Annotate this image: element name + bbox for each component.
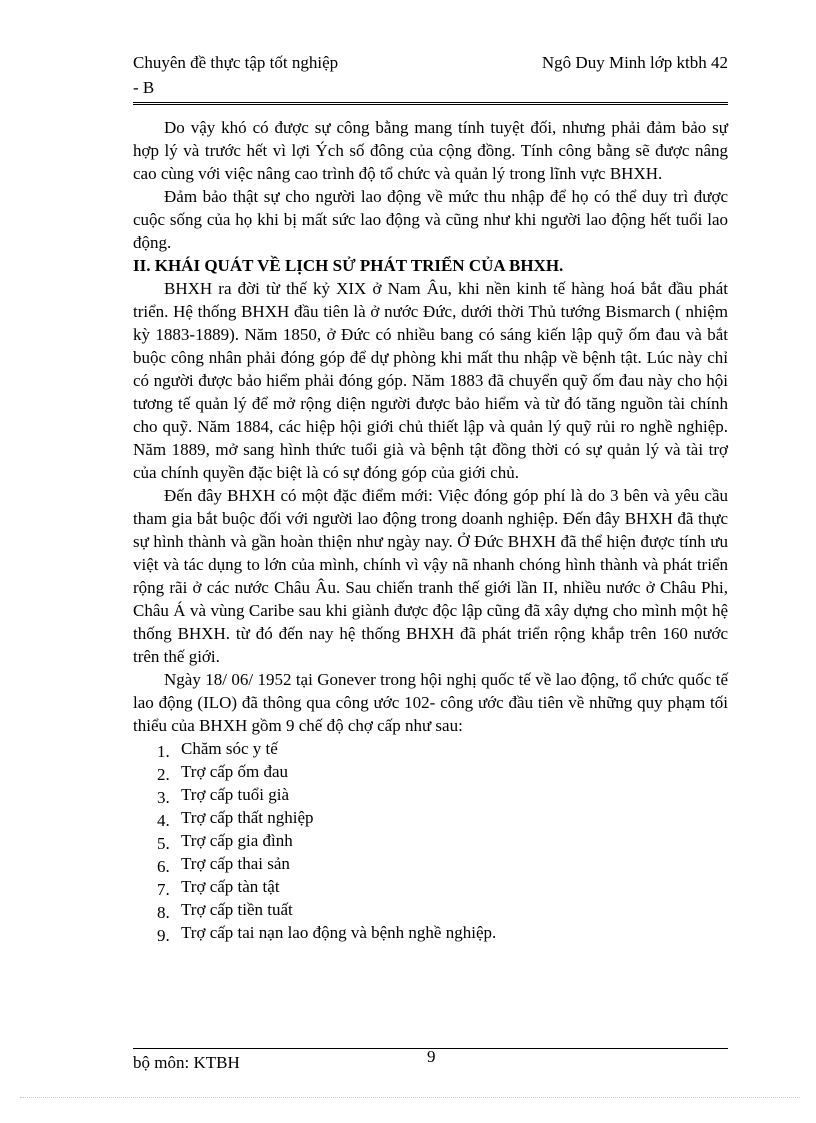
list-number: 9. xyxy=(157,926,170,945)
list-number: 1. xyxy=(157,742,170,761)
list-item xyxy=(133,852,728,875)
list-item xyxy=(133,829,728,852)
list-text: Chăm sóc y tế xyxy=(181,739,278,758)
list-text: Trợ cấp gia đình xyxy=(181,831,293,850)
benefits-list xyxy=(133,737,728,944)
list-number: 8. xyxy=(157,903,170,922)
list-item xyxy=(133,875,728,898)
footer-department: bộ môn: KTBH xyxy=(133,1053,240,1072)
list-item xyxy=(133,737,728,760)
paragraph-3: BHXH ra đời từ thế kỷ XIX ở Nam Âu, khi nền kinh tế hàng hoá bắt đầu phát triển. Hệ thống BHXH đầu tiên là ở nước Đức, dưới thời Thủ tướng Bismarch ( nhiệm kỳ 1883-1889). Năm 1850, ở Đức có nhiều bang có sáng kiến lập quỹ ốm đau và bắt buộc công nhân phải đóng góp để dự phòng khi mất thu nhập về bệnh tật. Lúc này chỉ có người được bảo hiểm phải đóng góp. Năm 1883 đã chuyển quỹ ốm đau này cho hội tương tế quản lý để mở rộng diện người được bảo hiểm và từ đó tăng nguồn tài chính cho quỹ. Năm 1884, các hiệp hội giới chủ thiết lập và quản lý quỹ rủi ro nghề nghiệp. Năm 1889, mở sang hình thức tuổi già và bệnh tật đồng thời có sự quản lý và tài trợ của chính quyền đặc biệt là có sự đóng góp của giới chủ. xyxy=(133,279,728,482)
paragraph-5: Ngày 18/ 06/ 1952 tại Gonever trong hội nghị quốc tế về lao động, tổ chức quốc tế lao động (ILO) đã thông qua công ước 102- công ước đầu tiên về những quy phạm tối thiểu của BHXH gồm 9 chế độ chợ cấp như sau: xyxy=(133,670,728,735)
list-number: 4. xyxy=(157,811,170,830)
paragraph-4: Đến đây BHXH có một đặc điểm mới: Việc đóng góp phí là do 3 bên và yêu cầu tham gia bắt buộc đối với người lao động trong doanh nghiệp. Đến đây BHXH đã thực sự hình thành và gần hoàn thiện như ngày nay. Ở Đức BHXH đã thể hiện được tính ưu việt và tác dụng to lớn của mình, chính vì vậy nã nhanh chóng hình thành và phát triển rộng rãi ở các nước Châu Âu. Sau chiến tranh thế giới lần II, nhiều nước ở Châu Phi, Châu Á và vùng Caribe sau khi giành được độc lập cũng đã xây dựng cho mình một hệ thống BHXH. từ đó đến nay hệ thống BHXH đã phát triển rộng khắp trên 160 nước trên thế giới. xyxy=(133,486,728,666)
list-item xyxy=(133,921,728,944)
list-text: Trợ cấp tuổi già xyxy=(181,785,289,804)
list-number: 3. xyxy=(157,788,170,807)
paragraph-2: Đảm bảo thật sự cho người lao động về mức thu nhập để họ có thể duy trì được cuộc sống của họ khi bị mất sức lao động và cũng như khi người lao động hết tuổi lao động. xyxy=(133,187,728,252)
page-body xyxy=(133,116,728,944)
section-heading: II. KHÁI QUÁT VỀ LỊCH SỬ PHÁT TRIỂN CỦA BHXH. xyxy=(133,256,564,275)
list-text: Trợ cấp ốm đau xyxy=(181,762,289,781)
list-number: 2. xyxy=(157,765,170,784)
list-item xyxy=(133,760,728,783)
header-title: Chuyên đề thực tập tốt nghiệp xyxy=(133,53,339,72)
list-item xyxy=(133,783,728,806)
list-text: Trợ cấp tai nạn lao động và bệnh nghề nghiệp. xyxy=(181,923,497,942)
header-author: Ngô Duy Minh lớp ktbh 42 xyxy=(541,53,728,72)
paragraph-1: Do vậy khó có được sự công bằng mang tính tuyệt đối, nhưng phải đảm bảo sự hợp lý và trước hết vì lợi Ých số đông của cộng đồng. Tính công bằng sẽ được nâng cao cùng với việc nâng cao trình độ tổ chức và quản lý trong lĩnh vực BHXH. xyxy=(133,118,728,183)
list-text: Trợ cấp thai sản xyxy=(181,854,290,873)
list-number: 7. xyxy=(157,880,170,899)
list-text: Trợ cấp thất nghiệp xyxy=(181,808,314,827)
list-item xyxy=(133,898,728,921)
page-number: 9 xyxy=(427,1047,436,1066)
header-divider xyxy=(133,102,728,105)
list-number: 6. xyxy=(157,857,170,876)
list-item xyxy=(133,806,728,829)
page-bottom-border xyxy=(20,1097,800,1098)
list-number: 5. xyxy=(157,834,170,853)
list-text: Trợ cấp tàn tật xyxy=(181,877,280,896)
header-class-suffix: - B xyxy=(133,78,155,97)
list-text: Trợ cấp tiền tuất xyxy=(181,900,293,919)
